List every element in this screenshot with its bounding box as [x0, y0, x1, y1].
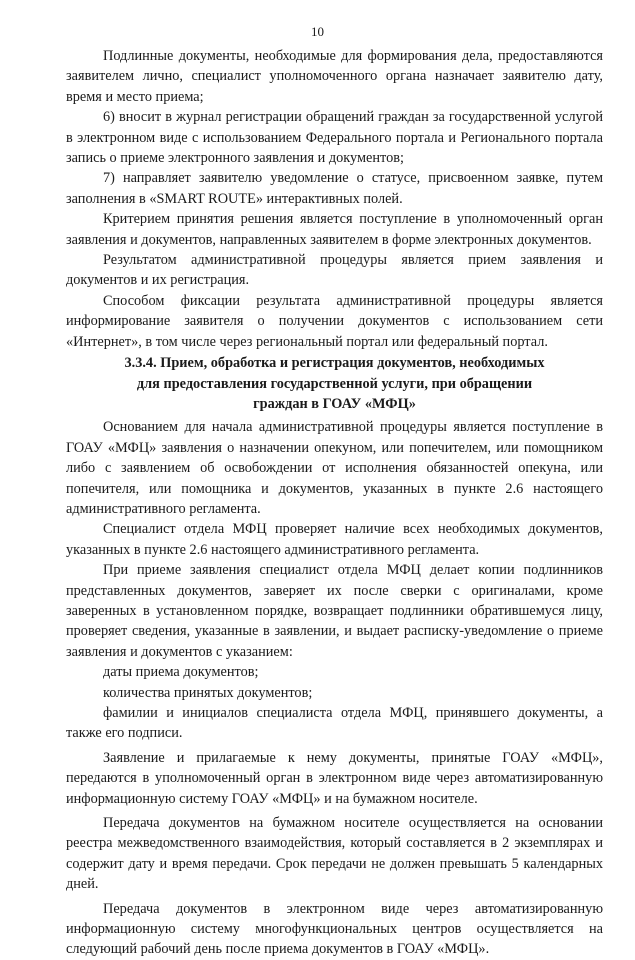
- paragraph: При приеме заявления специалист отдела МФЦ делает копии подлинников представленных документов, заверяет их после сверки с оригиналами, кроме заверенных в установленном порядке, возвращает подлинники обратившемуся лицу, проверяет сведения, указанные в заявлении, и выдает расписку-уведомление о приеме заявления и документов с указанием:: [66, 562, 603, 660]
- paragraph: 7) направляет заявителю уведомление о статусе, присвоенном заявке, путем заполнения в «SMART ROUTE» интерактивных полей.: [66, 170, 603, 207]
- document-body: [66, 46, 603, 960]
- list-item: даты приема документов;: [103, 664, 259, 681]
- paragraph: 6) вносит в журнал регистрации обращений граждан за государственной услугой в электронном виде с использованием Федерального портала и Регионального портала запись о приеме электронного заявления и документов;: [66, 109, 603, 167]
- list-item: фамилии и инициалов специалиста отдела МФЦ, принявшего документы, а также его подписи.: [66, 705, 603, 742]
- paragraph: Способом фиксации результата административной процедуры является информирование заявителя о получении документов с использованием сети «Интернет», в том числе через региональный портал или федеральный портал.: [66, 292, 603, 350]
- paragraph: Критерием принятия решения является поступление в уполномоченный орган заявления и документов, направленных заявителем в форме электронных документов.: [66, 211, 603, 248]
- paragraph: Результатом административной процедуры является прием заявления и документов и их регистрация.: [66, 252, 603, 289]
- paragraph: Подлинные документы, необходимые для формирования дела, предоставляются заявителем лично, специалист уполномоченного органа назначает заявителю дату, время и место приема;: [66, 48, 603, 105]
- paragraph: Заявление и прилагаемые к нему документы, принятые ГОАУ «МФЦ», передаются в уполномоченный орган в электронном виде через автоматизированную информационную систему ГОАУ «МФЦ» и на бумажном носителе.: [66, 749, 603, 807]
- page-number: 10: [311, 24, 324, 39]
- section-heading: [66, 352, 603, 417]
- paragraph: Основанием для начала административной процедуры является поступление в ГОАУ «МФЦ» заявления о назначении опекуном, или попечителем, или помощником либо с заявлением об освобождении от исполнения обязанностей опекуна, или попечителя, или помощника и документов, указанных в пункте 2.6 настоящего административного регламента.: [66, 419, 603, 517]
- section-heading-line: 3.3.4. Прием, обработка и регистрация документов, необходимых: [124, 355, 545, 372]
- list-item: количества принятых документов;: [103, 684, 313, 701]
- paragraph: Передача документов в электронном виде через автоматизированную информационную систему многофункциональных центров осуществляется на следующий рабочий день после приема документов в ГОАУ «МФЦ».: [66, 900, 603, 958]
- paragraph: Передача документов на бумажном носителе осуществляется на основании реестра межведомственного взаимодействия, который составляется в 2 экземплярах и содержит дату и время передачи. Срок передачи не должен превышать 5 календарных дней.: [66, 815, 603, 893]
- section-heading-line: граждан в ГОАУ «МФЦ»: [253, 395, 416, 412]
- section-heading-line: для предоставления государственной услуги, при обращении: [136, 375, 533, 392]
- paragraph: Специалист отдела МФЦ проверяет наличие всех необходимых документов, указанных в пункте 2.6 настоящего административного регламента.: [66, 521, 603, 558]
